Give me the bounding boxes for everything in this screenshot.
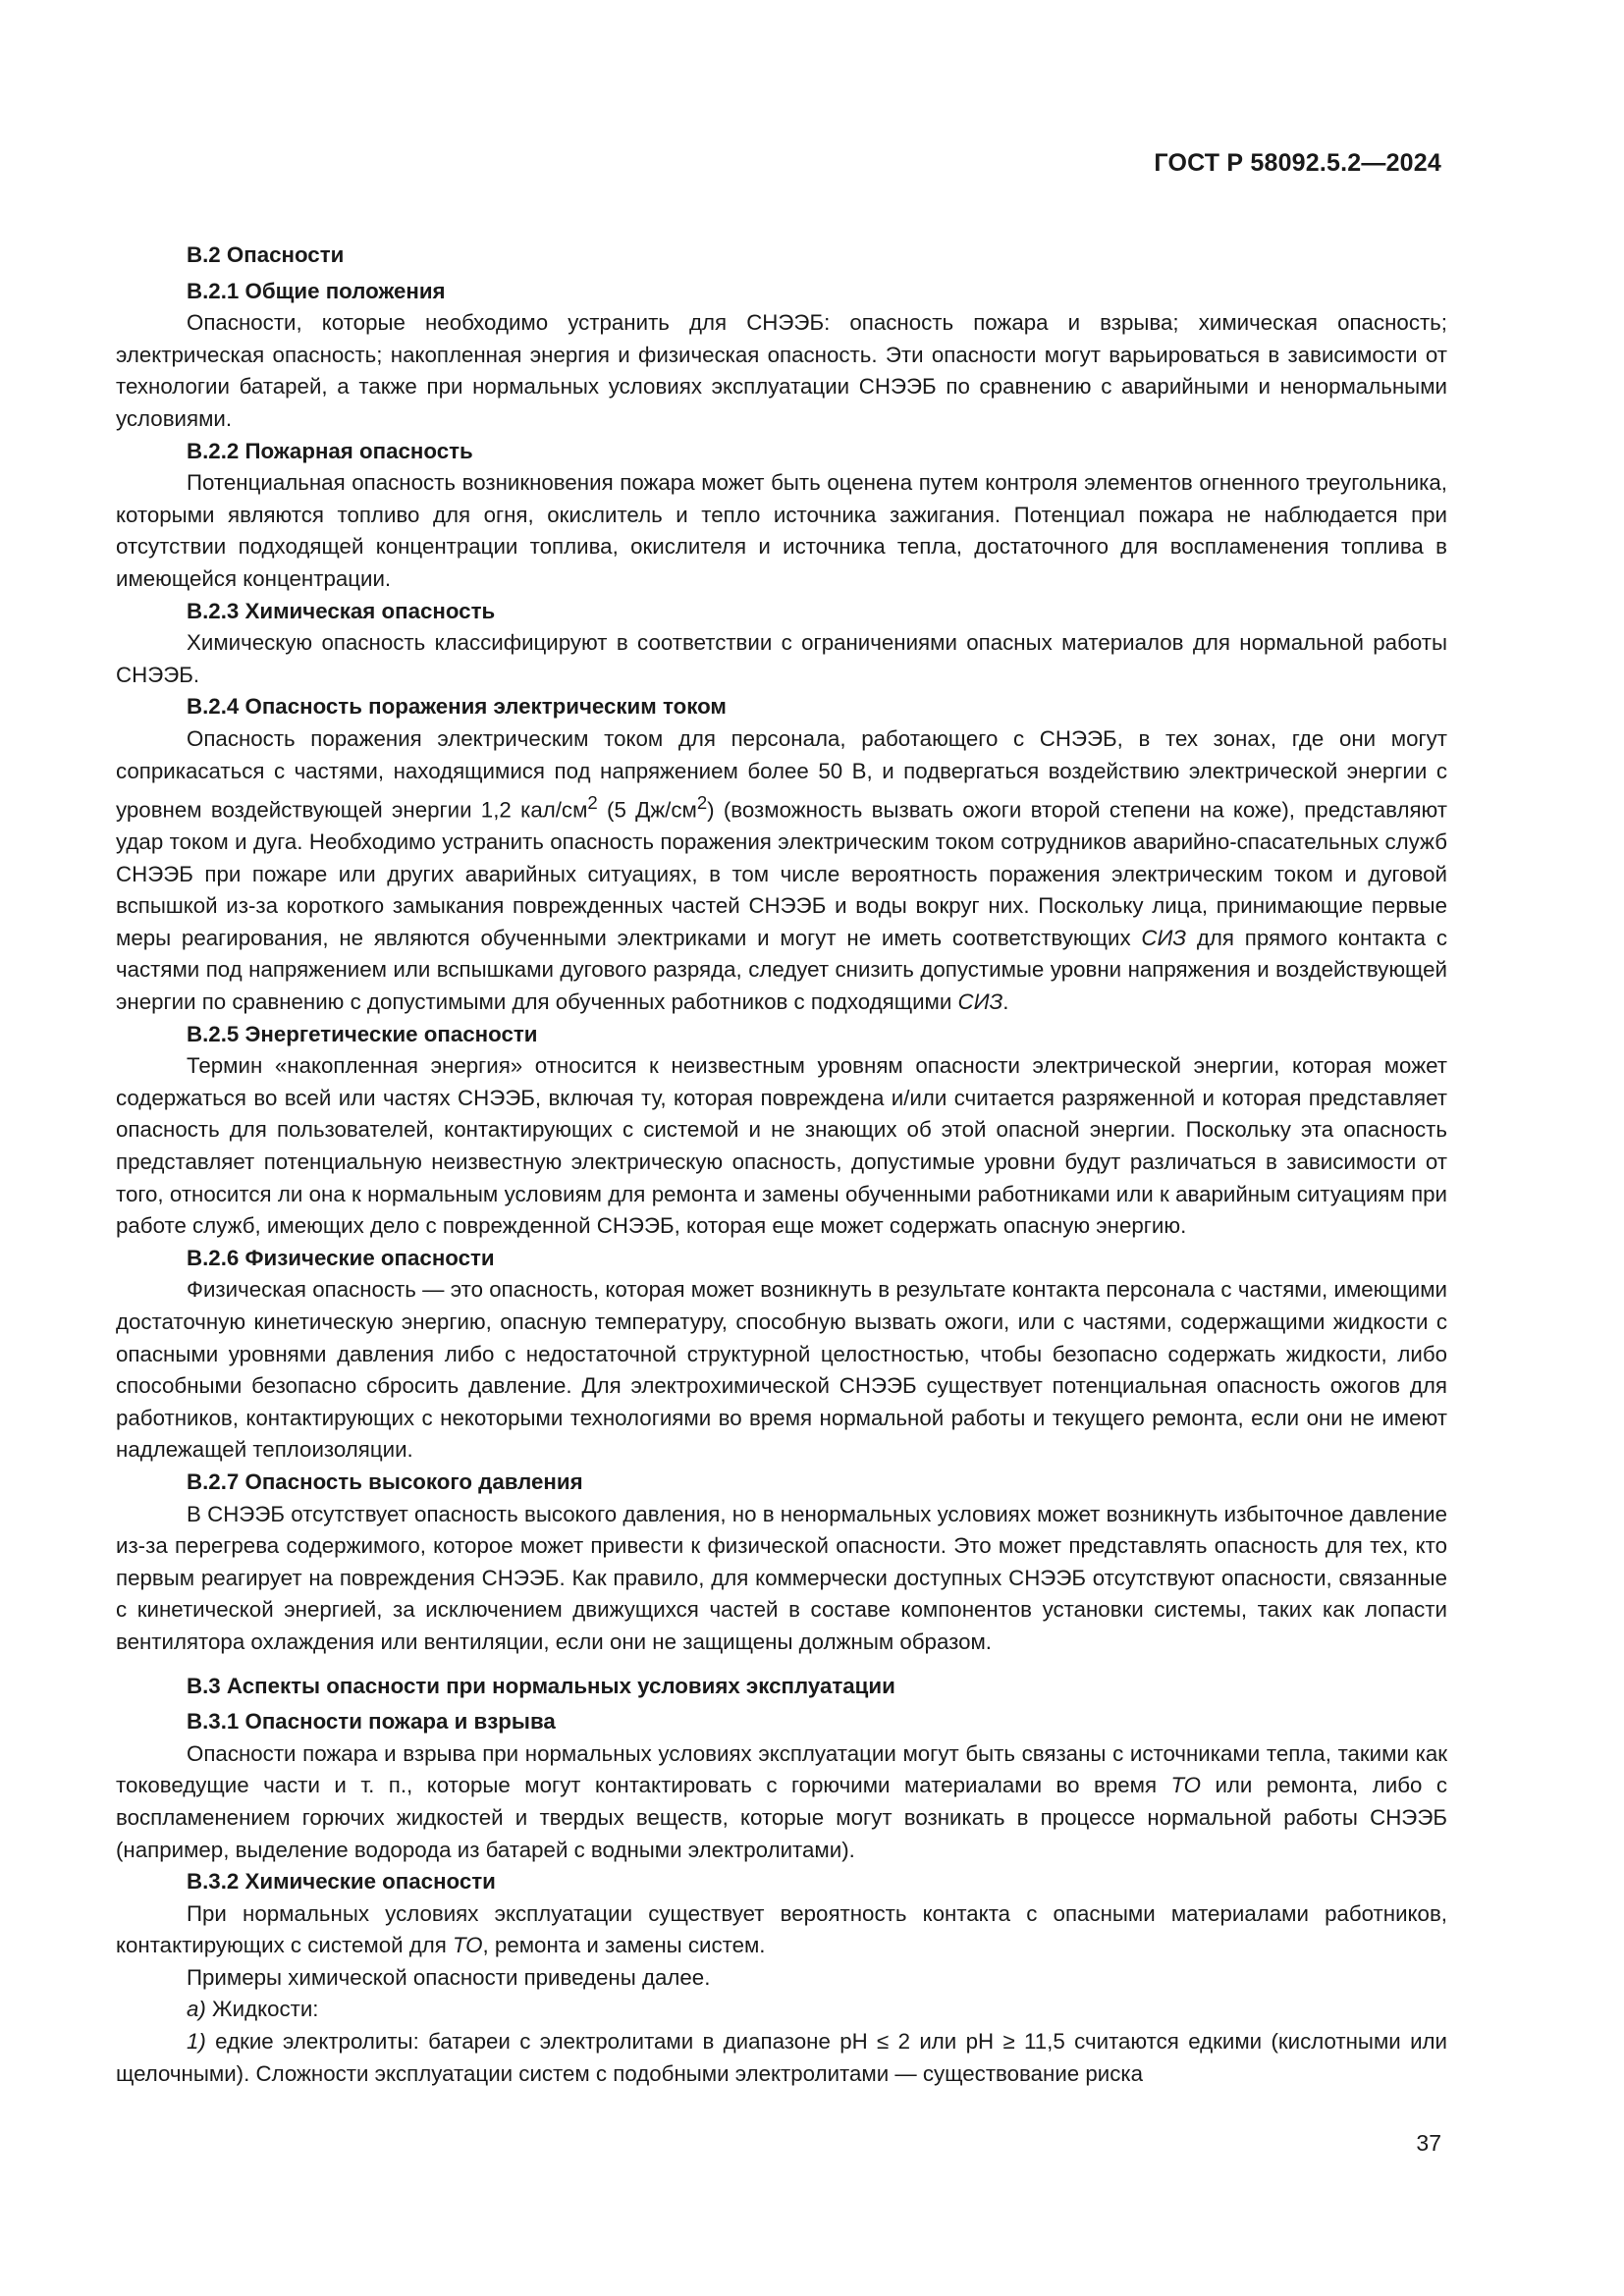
subsection-heading-b2-3: В.2.3 Химическая опасность: [187, 598, 496, 623]
term-siz: СИЗ: [1141, 925, 1187, 950]
subsection-heading-b2-1: В.2.1 Общие положения: [187, 278, 446, 303]
text-run: или ремонта, либо с воспламенением горючих жидкостей и твердых веществ, которые могут возникать в процессе нормальной работы СНЭЭБ (например, выделение водорода из батарей с водными электролитами).: [116, 1773, 1447, 1862]
list-item-text: едкие электролиты: батареи с электролитами в диапазоне pH ≤ 2 или pH ≥ 11,5 считаются едкими (кислотными или щелочными). Сложности эксплуатации систем с подобными электролитами — существование риска: [116, 2029, 1447, 2086]
paragraph-b2-5: Термин «накопленная энергия» относится к неизвестным уровням опасности электрической энергии, которая может содержаться во всей или частях СНЭЭБ, включая ту, которая повреждена и/или считается разряженной и которая представляет опасность для пользователей, контактирующих с системой и не знающих об этой опасной энергии. Поскольку эта опасность представляет потенциальную неизвестную электрическую опасность, допустимые уровни будут различаться в зависимости от того, относится ли она к нормальным условиям для ремонта и замены обученными работниками или к аварийным ситуациям при работе служб, имеющих дело с поврежденной СНЭЭБ, которая еще может содержать опасную энергию.: [116, 1053, 1447, 1239]
list-item-1: [116, 2026, 1447, 2090]
superscript: 2: [587, 792, 598, 814]
paragraph-b2-2: Потенциальная опасность возникновения пожара может быть оценена путем контроля элементов огненного треугольника, которыми являются топливо для огня, окислитель и тепло источника зажигания. Потенциал пожара не наблюдается при отсутствии подходящей концентрации топлива, окислителя и источника тепла, достаточного для воспламенения топлива в имеющейся концентрации.: [116, 470, 1447, 591]
text-run: (5 Дж/см: [597, 797, 697, 823]
text-run: Опасности пожара и взрыва при нормальных условиях эксплуатации могут быть связаны с источниками тепла, такими как токоведущие части и т. п., которые могут контактировать с горючими материалами во время: [116, 1740, 1447, 1798]
subsection-heading-b3-2: В.3.2 Химические опасности: [187, 1869, 496, 1895]
text-run: для прямого контакта с частями под напряжением или вспышками дугового разряда, следует снизить допустимые уровни напряжения и воздействующей энергии по сравнению с допустимыми для обученных работников с подходящими: [116, 925, 1447, 1015]
subsection-heading-b3-1: В.3.1 Опасности пожара и взрыва: [187, 1709, 556, 1735]
section-heading-b2: В.2 Опасности: [187, 242, 345, 267]
subsection-heading-b2-4: В.2.4 Опасность поражения электрическим током: [187, 694, 727, 720]
term-to: ТО: [453, 1933, 483, 1958]
document-body: [116, 230, 1447, 2090]
paragraph-b2-3: Химическую опасность классифицируют в соответствии с ограничениями опасных материалов для нормальной работы СНЭЭБ.: [116, 630, 1447, 687]
page-number: 37: [1416, 2130, 1441, 2156]
paragraph-b2-6: Физическая опасность — это опасность, которая может возникнуть в результате контакта персонала с частями, имеющими достаточную кинетическую энергию, опасную температуру, способную вызвать ожоги, или с частями, содержащими жидкости с опасными уровнями давления либо с недостаточной структурной целостностью, чтобы безопасно содержать жидкости, либо способными безопасно сбросить давление. Для электрохимической СНЭЭБ существует потенциальная опасность ожогов для работников, контактирующих с некоторыми технологиями во время нормальной работы и текущего ремонта, если они не имеют надлежащей теплоизоляции.: [116, 1277, 1447, 1463]
paragraph-b2-4: [116, 723, 1447, 1019]
section-heading-b3: В.3 Аспекты опасности при нормальных условиях эксплуатации: [187, 1673, 895, 1698]
paragraph-b2-7: В СНЭЭБ отсутствует опасность высокого давления, но в ненормальных условиях может возникнуть избыточное давление из-за перегрева содержимого, которое может привести к физической опасности. Это может представлять опасность для тех, кто первым реагирует на повреждения СНЭЭБ. Как правило, для коммерчески доступных СНЭЭБ отсутствуют опасности, связанные с кинетической энергией, за исключением движущихся частей в составе компонентов установки системы, таких как лопасти вентилятора охлаждения или вентиляции, если они не защищены должным образом.: [116, 1501, 1447, 1654]
paragraph-b3-1: [116, 1738, 1447, 1866]
text-run: .: [1002, 989, 1009, 1015]
text-run: Опасность поражения электрическим током для персонала, работающего с СНЭЭБ, в тех зонах, где они могут соприкасаться с частями, находящимися под напряжением более 50 В, и подвергаться воздействию электрической энергии с уровнем воздействующей энергии 1,2 кал/см: [116, 725, 1447, 823]
paragraph-b2-1: Опасности, которые необходимо устранить для СНЭЭБ: опасность пожара и взрыва; химическая опасность; электрическая опасность; накопленная энергия и физическая опасность. Эти опасности могут варьироваться в зависимости от технологии батарей, а также при нормальных условиях эксплуатации СНЭЭБ по сравнению с аварийными и ненормальными условиями.: [116, 310, 1447, 431]
document-code: ГОСТ Р 58092.5.2—2024: [1154, 149, 1441, 177]
term-to: ТО: [1170, 1773, 1201, 1798]
term-siz: СИЗ: [957, 989, 1003, 1015]
text-run: , ремонта и замены систем.: [482, 1933, 766, 1958]
subsection-heading-b2-7: В.2.7 Опасность высокого давления: [187, 1468, 583, 1494]
list-item-a: [116, 1994, 1447, 2026]
superscript: 2: [696, 792, 708, 814]
paragraph-b3-2-examples: Примеры химической опасности приведены далее.: [187, 1964, 711, 1990]
list-marker: а): [187, 1997, 206, 2022]
text-run: При нормальных условиях эксплуатации существует вероятность контакта с опасными материалами работников, контактирующих с системой для: [116, 1900, 1447, 1958]
subsection-heading-b2-2: В.2.2 Пожарная опасность: [187, 438, 473, 463]
list-item-text: Жидкости:: [205, 1997, 319, 2022]
subsection-heading-b2-5: В.2.5 Энергетические опасности: [187, 1021, 538, 1046]
list-marker: 1): [187, 2029, 206, 2055]
text-run: ) (возможность вызвать ожоги второй степени на коже), представляют удар током и дуга. Необходимо устранить опасность поражения электрическим током сотрудников аварийно-спасательных служб СНЭЭБ при пожаре или других аварийных ситуациях, в том числе вероятность поражения электрическим током и дуговой вспышкой из-за короткого замыкания поврежденных частей СНЭЭБ и воды вокруг них. Поскольку лица, принимающие первые меры реагирования, не являются обученными электриками и могут не иметь соответствующих: [116, 797, 1447, 950]
paragraph-b3-2: [116, 1898, 1447, 1962]
subsection-heading-b2-6: В.2.6 Физические опасности: [187, 1245, 495, 1270]
